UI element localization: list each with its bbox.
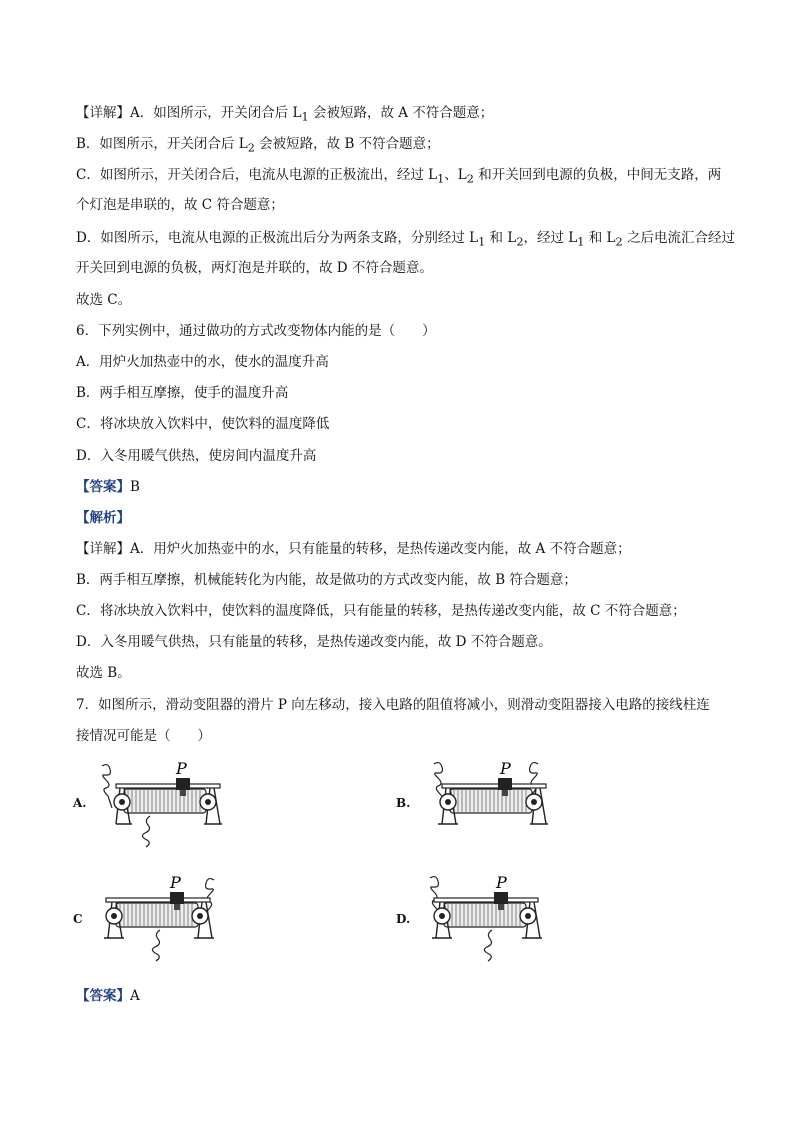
slider-p-label: P (496, 873, 507, 892)
q6-conclusion: 故选 B。 (76, 665, 131, 681)
rheostat-figure-d (420, 872, 560, 972)
q7-stem-line2: 接情况可能是（ ） (76, 728, 211, 744)
q6-option-b: B．两手相互摩擦，使手的温度升高 (76, 385, 289, 401)
q7-stem-line1: 7．如图所示，滑动变阻器的滑片 P 向左移动，接入电路的阻值将减小，则滑动变阻器接入电路的接线柱连 (76, 697, 710, 713)
q5-detail-c2: 个灯泡是串联的，故 C 符合题意； (76, 197, 284, 213)
q6-answer (76, 477, 140, 497)
rheostat-figure-a (94, 758, 234, 848)
q7-answer (76, 986, 140, 1006)
q7-option-b-label: B. (396, 796, 411, 810)
slider-p-label: P (500, 759, 511, 778)
q5-conclusion: 故选 C。 (76, 292, 132, 308)
q6-option-c: C．将冰块放入饮料中，使饮料的温度降低 (76, 416, 330, 432)
q5-detail-d1: D．如图所示，电流从电源的正极流出后分为两条支路，分别经过 $L_1$ 和 $L_2$，经过 $L_1$ 和 $L_2$ 之后电流汇合经过 (76, 230, 735, 249)
answer-tag: 【答案】 (76, 479, 130, 495)
rheostat-figure-b (420, 758, 560, 848)
answer-tag: 【答案】 (76, 988, 130, 1004)
slider-p-label: P (176, 759, 187, 778)
q6-detail-d: D．入冬用暖气供热，只有能量的转移，是热传递改变内能，故 D 不符合题意。 (76, 634, 552, 650)
q6-analysis-tag: 【解析】 (76, 510, 130, 526)
q5-detail-c1: C．如图所示，开关闭合后，电流从电源的正极流出，经过 $L_1$、$L_2$ 和开关回到电源的负极，中间无支路，两 (76, 167, 722, 186)
rheostat-figure-c (94, 872, 234, 962)
q6-detail-c: C．将冰块放入饮料中，使饮料的温度降低，只有能量的转移，是热传递改变内能，故 C 不符合题意； (76, 603, 686, 619)
q7-option-d-label: D. (396, 912, 411, 926)
q6-option-d: D．入冬用暖气供热，使房间内温度升高 (76, 448, 317, 464)
q6-option-a: A．用炉火加热壶中的水，使水的温度升高 (76, 354, 329, 370)
q5-detail-a: 【详解】A．如图所示，开关闭合后 $L_1$ 会被短路，故 A 不符合题意； (76, 105, 494, 124)
q7-option-a-label: A. (73, 796, 87, 810)
q6-detail-b: B．两手相互摩擦，机械能转化为内能，故是做功的方式改变内能，故 B 符合题意； (76, 572, 577, 588)
q6-stem: 6．下列实例中，通过做功的方式改变物体内能的是（ ） (76, 323, 436, 339)
answer-value: B (130, 479, 140, 495)
q6-detail-a: 【详解】A．用炉火加热壶中的水，只有能量的转移，是热传递改变内能，故 A 不符合题意； (76, 541, 631, 557)
q5-detail-b: B．如图所示，开关闭合后 $L_2$ 会被短路，故 B 不符合题意； (76, 136, 440, 155)
slider-p-label: P (170, 873, 181, 892)
answer-value: A (130, 988, 140, 1004)
q7-option-c-label: C (73, 912, 83, 926)
q5-detail-d2: 开关回到电源的负极，两灯泡是并联的，故 D 不符合题意。 (76, 260, 433, 276)
